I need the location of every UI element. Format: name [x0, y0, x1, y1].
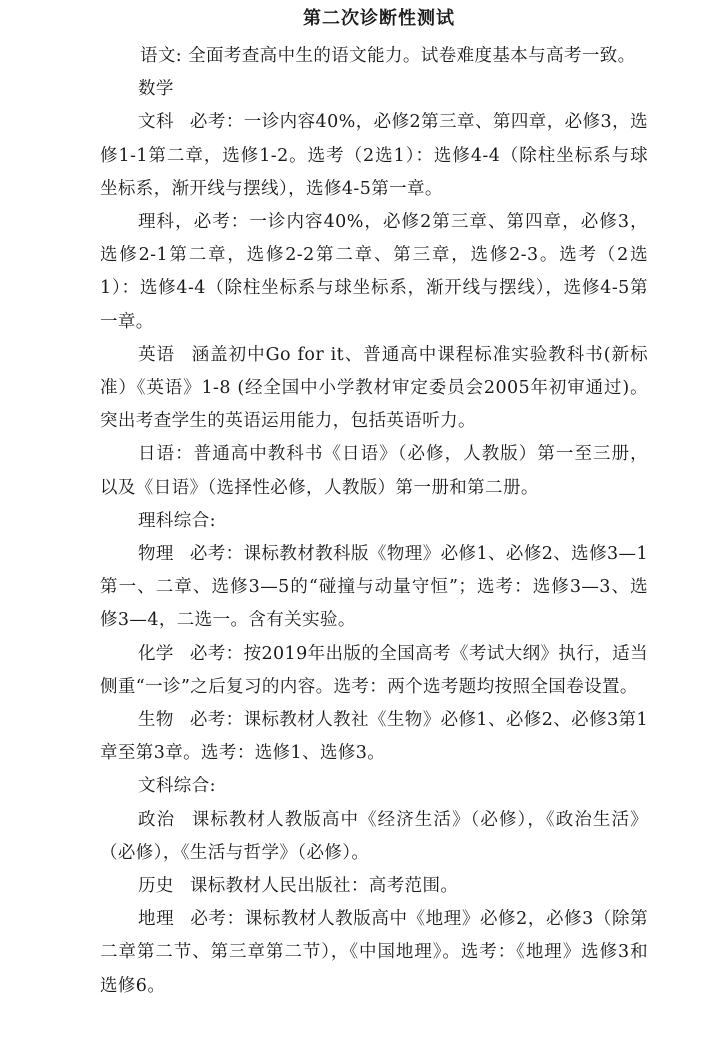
paragraph-huaxue: [100, 638, 648, 704]
paragraph-zhengzhi: [100, 804, 648, 870]
paragraph-dili: [100, 903, 648, 1003]
paragraph-shengwu: [100, 704, 648, 770]
section-heading-wenke-zonghe: [100, 770, 648, 803]
subject-label-riyu: 日语：: [138, 444, 194, 465]
paragraph-lishi: [100, 870, 648, 903]
subject-label-huaxue: 化学: [138, 643, 174, 664]
paragraph-text-lishi: 课标教材人民出版社：高考范围。: [189, 876, 459, 897]
paragraph-riyu: [100, 438, 648, 504]
paragraph-text-wenke: 必考：一诊内容40%，必修2第三章、第四章，必修3，选修1-1第二章，选修1-2。选考（2选1）：选修4-4（除柱坐标系与球坐标系，渐开线与摆线），选修4-5第一章。: [100, 112, 648, 199]
subject-label-wenke: 文科: [138, 112, 174, 133]
paragraph-wuli: [100, 538, 648, 638]
subject-label-wuli: 物理: [138, 544, 174, 565]
subject-label-zhengzhi: 政治: [138, 809, 176, 830]
paragraph-text-like: 必考：一诊内容40%，必修2第三章、第四章，必修3，选修2-1第二章，选修2-2第二章、第三章，选修2-3。选考（2选1）：选修4-4（除柱坐标系与球坐标系，渐开线与摆线），选修4-5第一章。: [100, 212, 648, 332]
paragraph-text-zhengzhi: 课标教材人教版高中《经济生活》（必修），《政治生活》（必修），《生活与哲学》（必修）。: [100, 809, 648, 863]
subject-label-lishi: 历史: [138, 876, 174, 897]
paragraph-text-riyu: 普通高中教科书《日语》（必修，人教版）第一至三册，以及《日语》（选择性必修，人教版）第一册和第二册。: [100, 444, 649, 498]
subject-label-like: 理科，: [138, 212, 194, 233]
paragraph-shuxue-wenke: [100, 106, 648, 206]
paragraph-text-wuli: 必考：课标教材教科版《物理》必修1、必修2、选修3—1第一、二章、选修3—5的“碰撞与动量守恒”；选考：选修3—3、选修3—4，二选一。含有关实验。: [100, 544, 648, 631]
paragraph-shuxue-like: [100, 206, 648, 339]
section-label-wenke-zonghe: 文科综合:: [138, 776, 216, 797]
paragraph-text-dili: 必考：课标教材人教版高中《地理》必修2，必修3（除第二章第二节、第三章第二节），《中国地理》。选考：《地理》选修3和选修6。: [100, 909, 648, 996]
section-label-like-zonghe: 理科综合:: [138, 510, 216, 531]
subject-label-shengwu: 生物: [138, 710, 174, 731]
paragraph-text-yuwen: 全面考查高中生的语文能力。试卷难度基本与高考一致。: [182, 46, 636, 66]
subject-label-yuwen: 语文:: [140, 46, 183, 66]
paragraph-yuwen: [100, 40, 648, 73]
subject-label-dili: 地理: [138, 909, 175, 930]
section-heading-like-zonghe: [100, 505, 648, 538]
paragraph-yingyu: [100, 339, 648, 439]
subject-label-yingyu: 英语: [138, 344, 176, 365]
paragraph-text-shengwu: 必考：课标教材人教社《生物》必修1、必修2、必修3第1章至第3章。选考：选修1、选修3。: [100, 710, 648, 764]
paragraph-text-yingyu: 涵盖初中Go for it、普通高中课程标准实验教科书(新标准）《英语》1-8 (经全国中小学教材审定委员会2005年初审通过)。突出考查学生的英语运用能力，包括英语听力。: [100, 344, 648, 432]
document-title: 第二次诊断性测试: [303, 8, 455, 29]
section-heading-shuxue: [100, 73, 648, 106]
paragraph-text-huaxue: 必考：按2019年出版的全国高考《考试大纲》执行，适当侧重“一诊”之后复习的内容。选考：两个选考题均按照全国卷设置。: [100, 643, 648, 697]
document-body: [100, 40, 648, 1003]
subject-label-shuxue: 数学: [138, 79, 174, 100]
